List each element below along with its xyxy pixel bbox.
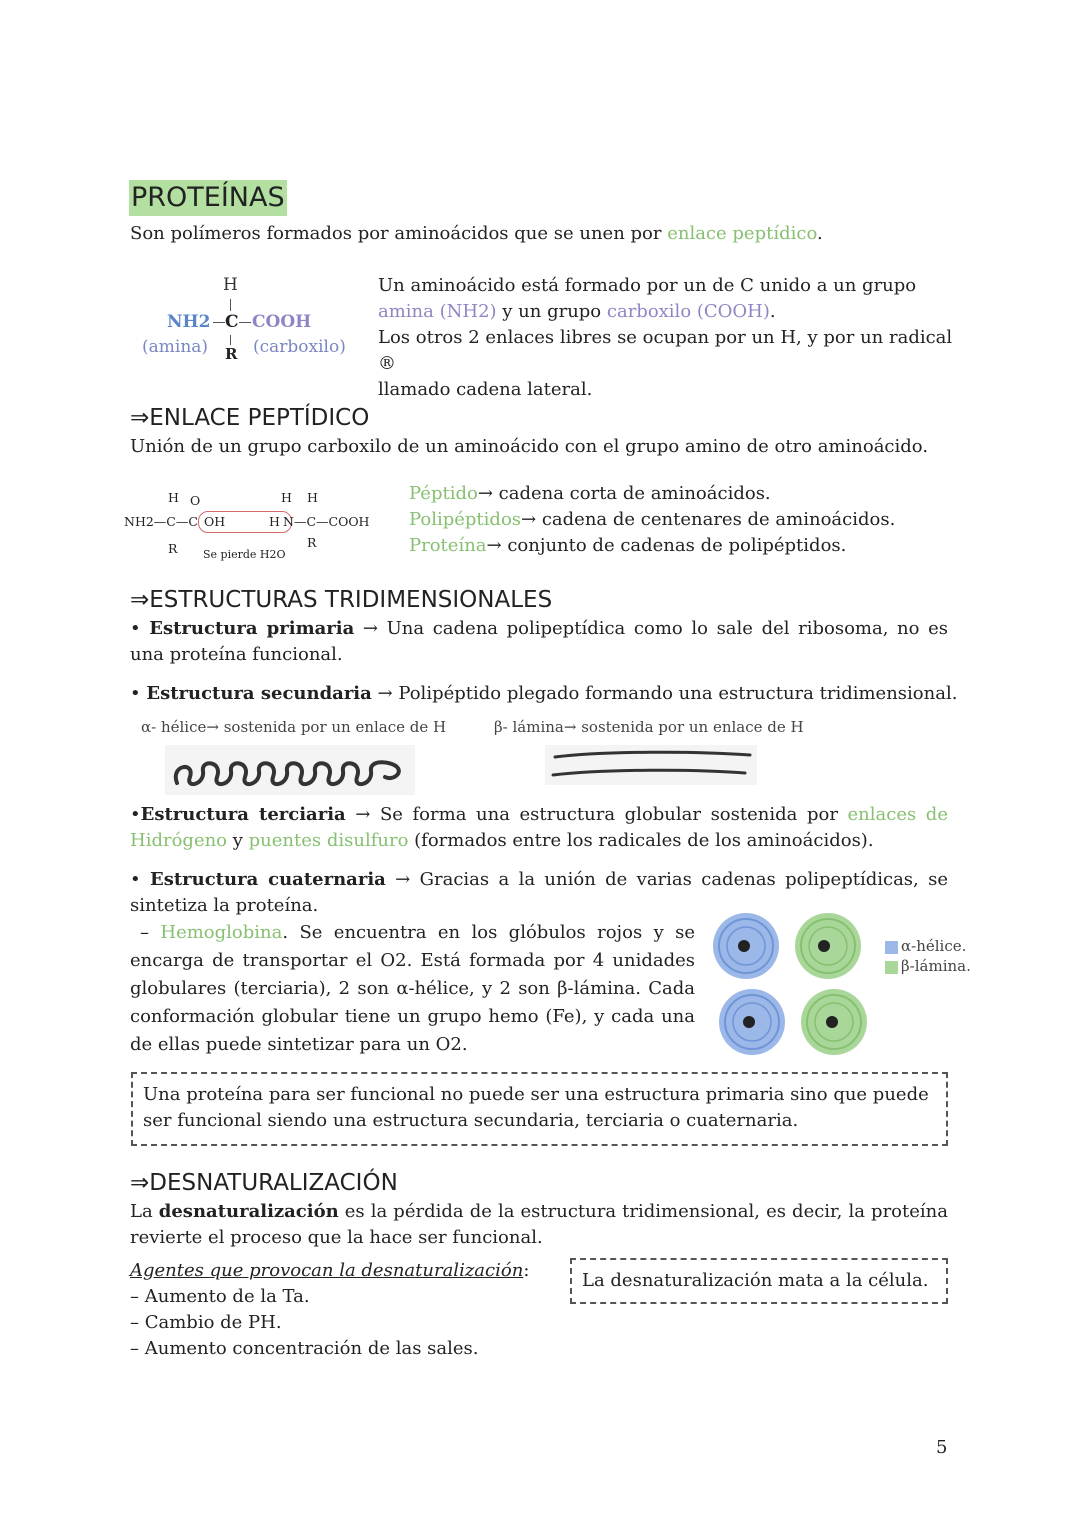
bond-line [230, 335, 231, 345]
estructura-secundaria: • Estructura secundaria → Polipéptido plegado formando una estructura tridimensional. [130, 683, 958, 704]
bond-line [239, 322, 251, 323]
hemoglobin-illustration [706, 908, 881, 1060]
hemoglobin-legend [885, 936, 971, 976]
section-heading-desnaturalizacion: ⇒DESNATURALIZACIÓN [130, 1170, 398, 1196]
section-heading-enlace: ⇒ENLACE PEPTÍDICO [130, 405, 370, 431]
definition-item: Proteína→ conjunto de cadenas de polipéptidos. [409, 535, 847, 556]
alfa-helix-illustration [165, 745, 415, 795]
bond-line [230, 299, 231, 311]
section-heading-estructuras: ⇒ESTRUCTURAS TRIDIMENSIONALES [130, 587, 553, 613]
page-number: 5 [936, 1437, 948, 1458]
legend-swatch [885, 961, 898, 974]
note-box-funcional: Una proteína para ser funcional no puede ser una estructura primaria sino que puede ser funcional siendo una estructura secundaria, terciaria o cuaternaria. [131, 1072, 948, 1146]
estructura-cuaternaria: • Estructura cuaternaria → Gracias a la unión de varias cadenas polipeptídicas, se sintetiza la proteína. [130, 869, 948, 916]
globular-unit-alfa [713, 913, 779, 979]
legend-item-beta: β-lámina. [885, 956, 971, 976]
bond-line [213, 322, 225, 323]
list-item: – Aumento de la Ta. [130, 1286, 310, 1307]
peptide-definitions [409, 481, 969, 559]
estructura-primaria: • Estructura primaria → Una cadena polipeptídica como lo sale del ribosoma, no es una proteína funcional. [130, 618, 948, 665]
list-item: – Aumento concentración de las sales. [130, 1338, 479, 1359]
list-item: – Cambio de PH. [130, 1312, 282, 1333]
definition-item: Polipéptidos→ cadena de centenares de aminoácidos. [409, 509, 896, 530]
agentes-list: Agentes que provocan la desnaturalización: – Aumento de la Ta. – Cambio de PH. – Aumento concentración de las sales. [130, 1258, 529, 1362]
globular-unit-alfa [719, 989, 785, 1055]
alfa-helice-caption: α- hélice→ sostenida por un enlace de H [141, 718, 447, 736]
globular-unit-beta [801, 989, 867, 1055]
beta-sheet-illustration [545, 745, 757, 785]
page-title: PROTEÍNAS [129, 180, 287, 216]
legend-item-alfa: α-hélice. [885, 936, 971, 956]
globular-unit-beta [795, 913, 861, 979]
amino-description: Un aminoácido está formado por un de C unido a un grupo amina (NH2) y un grupo carboxilo (COOH). Los otros 2 enlaces libres se ocupan por un H, y por un radical ® llamado cadena lateral. [378, 275, 953, 400]
note-box-celula: La desnaturalización mata a la célula. [570, 1258, 948, 1304]
beta-lamina-caption: β- lámina→ sostenida por un enlace de H [494, 718, 804, 736]
hemoglobina-paragraph: – Hemoglobina. Se encuentra en los glóbulos rojos y se encarga de transportar el O2. Está formada por 4 unidades globulares (terciaria), 2 son α-hélice, y 2 son β-lámina. Cada conformación globular tiene un grupo hemo (Fe), y cada una de ellas puede sintetizar para un O2. [130, 922, 695, 1055]
peptide-bond-diagram: H O NH2—C—C OH H N—C—COOH H H R R Se pierde H2O [124, 490, 370, 561]
definition-item: Péptido→ cadena corta de aminoácidos. [409, 483, 771, 504]
amino-acid-formula: H NH2 C COOH (amina) R (carboxilo) [142, 275, 346, 363]
estructura-terciaria: •Estructura terciaria → Se forma una estructura globular sostenida por enlaces de Hidrógeno y puentes disulfuro (formados entre los radicales de los aminoácidos). [130, 804, 948, 851]
enlace-description: Unión de un grupo carboxilo de un aminoácido con el grupo amino de otro aminoácido. [130, 436, 929, 457]
desnaturalizacion-definition: La desnaturalización es la pérdida de la estructura tridimensional, es decir, la proteína revierte el proceso que la hace ser funcional. [130, 1201, 948, 1248]
intro-paragraph: Son polímeros formados por aminoácidos que se unen por enlace peptídico. [130, 223, 823, 244]
legend-swatch [885, 941, 898, 954]
